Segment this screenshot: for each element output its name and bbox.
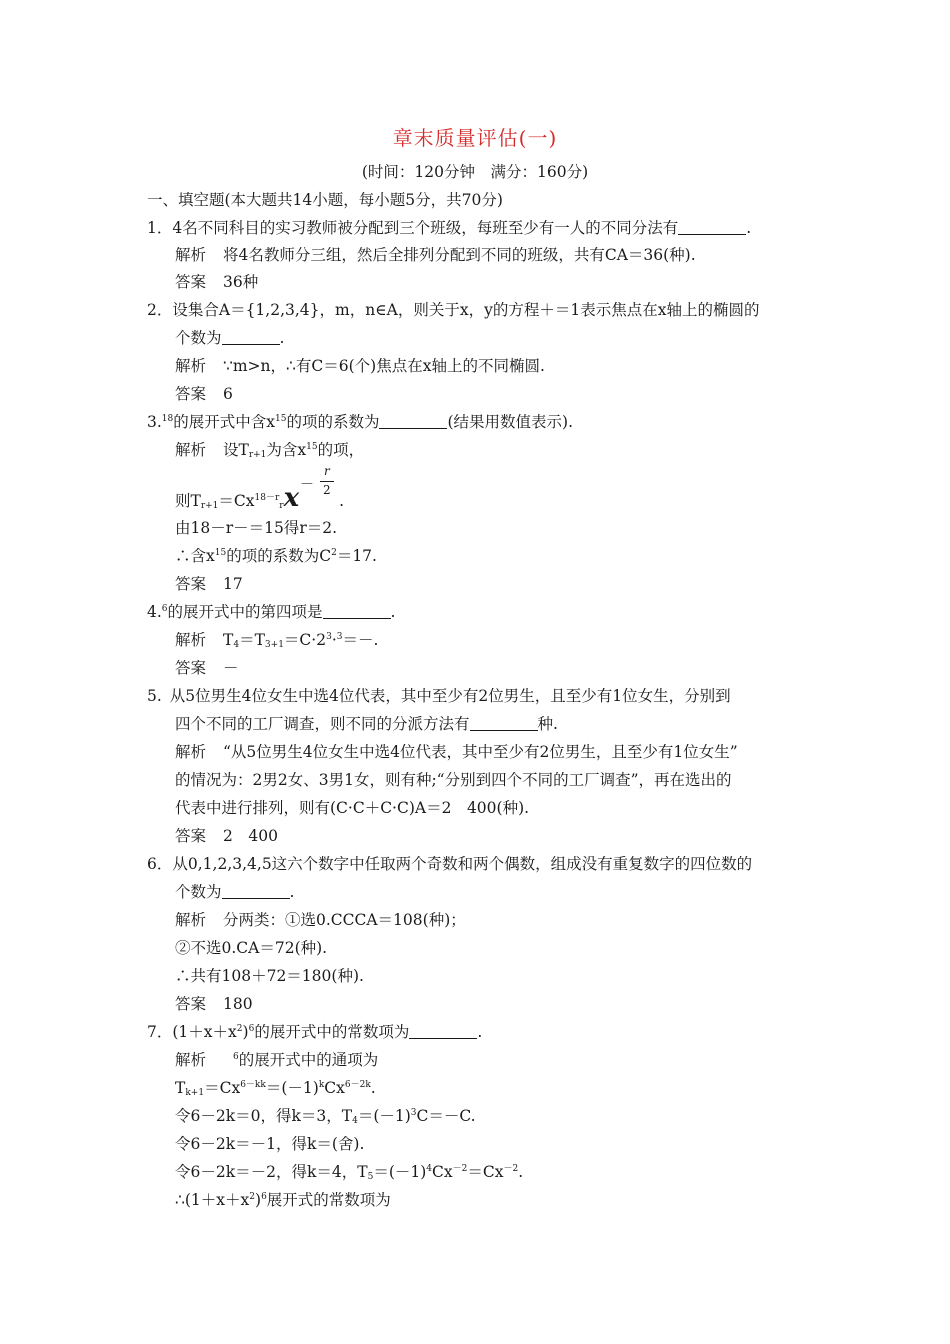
question-text: 的项的系数为 bbox=[286, 413, 380, 431]
question-text: . bbox=[289, 883, 295, 901]
analysis-label: 解析 bbox=[175, 246, 207, 264]
analysis-text: 的展开式中的通项为 bbox=[238, 1051, 379, 1069]
q6-answer bbox=[175, 994, 253, 1016]
fraction-bar bbox=[320, 481, 334, 482]
answer-text: 36种 bbox=[223, 273, 259, 291]
subscript: 5 bbox=[367, 1172, 374, 1182]
q1-answer bbox=[175, 272, 258, 294]
question-text: . bbox=[746, 219, 752, 237]
analysis-text: 令6－2k＝－2，得k＝4，T bbox=[175, 1163, 368, 1181]
analysis-text: 设T bbox=[223, 441, 249, 459]
subscript: r+1 bbox=[200, 501, 219, 511]
question-text: 个数为 bbox=[175, 329, 222, 347]
analysis-label: 解析 bbox=[175, 743, 207, 761]
page-title: 章末质量评估(一) bbox=[392, 126, 558, 150]
question-number: 2． bbox=[147, 301, 173, 319]
analysis-text: ＝C·2 bbox=[283, 631, 327, 649]
answer-label: 答案 bbox=[175, 385, 207, 403]
analysis-text: ＝－. bbox=[342, 631, 379, 649]
q3-answer bbox=[175, 574, 243, 596]
question-text: . bbox=[279, 329, 285, 347]
analysis-text: Cx bbox=[324, 1079, 345, 1097]
answer-label: 答案 bbox=[175, 827, 207, 845]
analysis-text: ＝T bbox=[239, 631, 265, 649]
subscript: r+1 bbox=[248, 450, 267, 460]
question-text: . bbox=[390, 603, 396, 621]
analysis-text: 的项， bbox=[317, 441, 365, 459]
exponent: 15 bbox=[306, 442, 318, 452]
question-number: 7． bbox=[147, 1023, 173, 1041]
exponent: 18－r bbox=[254, 493, 280, 503]
analysis-text: 为含x bbox=[266, 441, 307, 459]
exponent: k bbox=[260, 1080, 266, 1090]
q1-analysis bbox=[175, 245, 696, 267]
exponent: 2 bbox=[249, 1192, 255, 1202]
question-text: 的展开式中的常数项为 bbox=[254, 1023, 410, 1041]
exponent: 6 bbox=[233, 1052, 239, 1062]
analysis-text: ∴(1＋x＋x bbox=[175, 1191, 250, 1209]
question-5-cont bbox=[175, 714, 558, 736]
q7-case-2: 令6－2k＝－1，得k＝(舍). bbox=[175, 1135, 365, 1153]
question-text: . bbox=[477, 1023, 483, 1041]
analysis-text: C＝－C. bbox=[416, 1107, 476, 1125]
exponent: 4 bbox=[426, 1164, 433, 1174]
answer-blank bbox=[470, 716, 538, 731]
question-7 bbox=[147, 1022, 482, 1044]
page-subtitle: (时间：120分钟 满分：160分) bbox=[361, 163, 589, 181]
q7-analysis bbox=[175, 1050, 378, 1072]
question-text: 的展开式中含x bbox=[173, 413, 275, 431]
answer-label: 答案 bbox=[175, 995, 207, 1013]
analysis-text: ＝(－1) bbox=[265, 1079, 319, 1097]
subscript: 3+1 bbox=[264, 640, 284, 650]
exponent: －2 bbox=[503, 1164, 519, 1174]
exponent: 18 bbox=[161, 414, 174, 424]
answer-blank bbox=[409, 1024, 477, 1039]
question-2 bbox=[147, 300, 759, 322]
exponent: 2 bbox=[236, 1024, 243, 1034]
question-text: (1＋x＋x bbox=[172, 1023, 237, 1041]
question-text: 的展开式中的第四项是 bbox=[167, 603, 323, 621]
answer-blank bbox=[678, 220, 746, 235]
analysis-text: T bbox=[175, 1079, 186, 1097]
exponent: 3 bbox=[336, 632, 343, 642]
analysis-label: 解析 bbox=[175, 911, 207, 929]
question-5 bbox=[147, 686, 731, 708]
answer-blank bbox=[323, 604, 391, 619]
analysis-text: 将4名教师分三组，然后全排列分配到不同的班级，共有CA＝36(种). bbox=[223, 246, 696, 264]
answer-blank bbox=[222, 884, 290, 899]
analysis-text: 分两类：①选0.CCCA＝108(种)； bbox=[223, 911, 466, 929]
q4-answer bbox=[175, 658, 239, 680]
q3-analysis bbox=[175, 440, 364, 462]
q6-analysis-3: ∴共有108＋72＝180(种). bbox=[175, 967, 364, 985]
question-number: 3. bbox=[147, 413, 162, 431]
analysis-text: ＝Cx bbox=[467, 1163, 504, 1181]
answer-text: 17 bbox=[223, 575, 243, 593]
subscript: r bbox=[279, 501, 284, 511]
exponent: 6 bbox=[161, 604, 168, 614]
analysis-text: 展开式的常数项为 bbox=[266, 1191, 391, 1209]
analysis-text: “从5位男生4位女生中选4位代表，其中至少有2位男生，且至少有1位女生” bbox=[223, 743, 738, 761]
question-text: 四个不同的工厂调查，则不同的分派方法有 bbox=[175, 715, 470, 733]
q7-general-term bbox=[175, 1078, 376, 1100]
exponent: 3 bbox=[326, 632, 332, 642]
analysis-text: ＝Cx bbox=[218, 492, 255, 510]
q6-analysis bbox=[175, 910, 466, 932]
fraction-exponent bbox=[300, 466, 340, 500]
fraction-denominator: 2 bbox=[323, 483, 331, 497]
exponent: 15 bbox=[275, 414, 287, 424]
q5-analysis bbox=[175, 742, 738, 764]
analysis-text: . bbox=[518, 1163, 524, 1181]
analysis-text: · bbox=[331, 631, 337, 649]
analysis-text: ∵m>n，∴有C＝6(个)焦点在x轴上的不同椭圆. bbox=[223, 357, 545, 375]
section-heading: 一、填空题(本大题共14小题，每小题5分，共70分) bbox=[147, 191, 503, 209]
q4-analysis bbox=[175, 630, 378, 652]
answer-text: 180 bbox=[223, 995, 253, 1013]
question-number: 1． bbox=[147, 219, 173, 237]
exponent: －2 bbox=[452, 1164, 468, 1174]
exponent: k bbox=[318, 1080, 325, 1090]
answer-blank bbox=[222, 330, 280, 345]
q2-analysis bbox=[175, 356, 545, 378]
q7-case-1 bbox=[175, 1106, 476, 1128]
question-text: ) bbox=[242, 1023, 249, 1041]
analysis-text: 的项的系数为C bbox=[226, 547, 332, 565]
analysis-text: 令6－2k＝0，得k＝3，T bbox=[175, 1107, 353, 1125]
question-number: 4. bbox=[147, 603, 162, 621]
exponent: 6 bbox=[248, 1024, 255, 1034]
question-2-cont bbox=[175, 328, 284, 350]
q7-case-3 bbox=[175, 1162, 523, 1184]
subscript: 4 bbox=[233, 640, 240, 650]
analysis-text: ) bbox=[255, 1191, 262, 1209]
analysis-label: 解析 bbox=[175, 441, 207, 459]
fraction-numerator: r bbox=[324, 464, 330, 478]
analysis-text: ∴含x bbox=[175, 547, 215, 565]
analysis-text: Cx bbox=[432, 1163, 453, 1181]
question-text: 4名不同科目的实习教师被分配到三个班级，每班至少有一人的不同分法有 bbox=[172, 219, 679, 237]
q5-analysis-2: 的情况为：2男2女、3男1女，则有种;“分别到四个不同的工厂调查”，再在选出的 bbox=[175, 771, 732, 789]
analysis-label: 解析 bbox=[175, 631, 207, 649]
answer-text: 6 bbox=[223, 385, 233, 403]
exponent: 15 bbox=[214, 548, 227, 558]
subscript: 4 bbox=[352, 1116, 358, 1126]
question-text: 设集合A＝{1,2,3,4}，m，n∈A，则关于x，y的方程＋＝1表示焦点在x轴上的椭圆的 bbox=[172, 301, 760, 319]
formula-variable: x bbox=[283, 483, 300, 513]
question-number: 5. bbox=[147, 687, 162, 705]
answer-label: 答案 bbox=[175, 659, 207, 677]
subscript: k+1 bbox=[185, 1088, 205, 1098]
exponent: 6－k bbox=[240, 1080, 261, 1090]
question-text: 从0,1,2,3,4,5这六个数字中任取两个奇数和两个偶数，组成没有重复数字的四位数的 bbox=[172, 855, 753, 873]
q7-conclusion bbox=[175, 1190, 391, 1212]
question-6-cont bbox=[175, 882, 294, 904]
minus-sign: － bbox=[300, 477, 314, 493]
analysis-text: ＝(－1) bbox=[357, 1107, 411, 1125]
answer-blank bbox=[379, 414, 447, 429]
question-3 bbox=[147, 412, 573, 434]
question-text: 种. bbox=[537, 715, 558, 733]
question-6 bbox=[147, 854, 752, 876]
question-text: 个数为 bbox=[175, 883, 222, 901]
q2-answer bbox=[175, 384, 233, 406]
q6-analysis-2: ②不选0.CA＝72(种). bbox=[175, 939, 328, 957]
analysis-label: 解析 bbox=[175, 1051, 207, 1069]
answer-text: 2 400 bbox=[223, 827, 278, 845]
question-text: (结果用数值表示). bbox=[447, 413, 573, 431]
analysis-text: . bbox=[339, 492, 345, 510]
question-text: 从5位男生4位女生中选4位代表，其中至少有2位男生，且至少有1位女生，分别到 bbox=[169, 687, 731, 705]
analysis-text: T bbox=[223, 631, 234, 649]
analysis-text: ＝17. bbox=[336, 547, 377, 565]
analysis-text: 则T bbox=[175, 492, 201, 510]
question-1 bbox=[147, 218, 751, 240]
exponent: 3 bbox=[410, 1108, 417, 1118]
analysis-text: ＝(－1) bbox=[373, 1163, 427, 1181]
q3-conclusion bbox=[175, 546, 377, 568]
analysis-text: ＝Cx bbox=[204, 1079, 241, 1097]
exponent: 6 bbox=[261, 1192, 267, 1202]
question-4 bbox=[147, 602, 395, 624]
q3-step: 由18－r－＝15得r＝2. bbox=[175, 519, 338, 537]
q5-analysis-3: 代表中进行排列，则有(C·C＋C·C)A＝2 400(种). bbox=[175, 799, 530, 817]
q5-answer bbox=[175, 826, 278, 848]
exponent: 6－2k bbox=[344, 1080, 371, 1090]
answer-text: － bbox=[223, 659, 239, 677]
answer-label: 答案 bbox=[175, 273, 207, 291]
exponent: 2 bbox=[331, 548, 337, 558]
question-number: 6． bbox=[147, 855, 173, 873]
analysis-text: . bbox=[370, 1079, 376, 1097]
answer-label: 答案 bbox=[175, 575, 207, 593]
analysis-label: 解析 bbox=[175, 357, 207, 375]
